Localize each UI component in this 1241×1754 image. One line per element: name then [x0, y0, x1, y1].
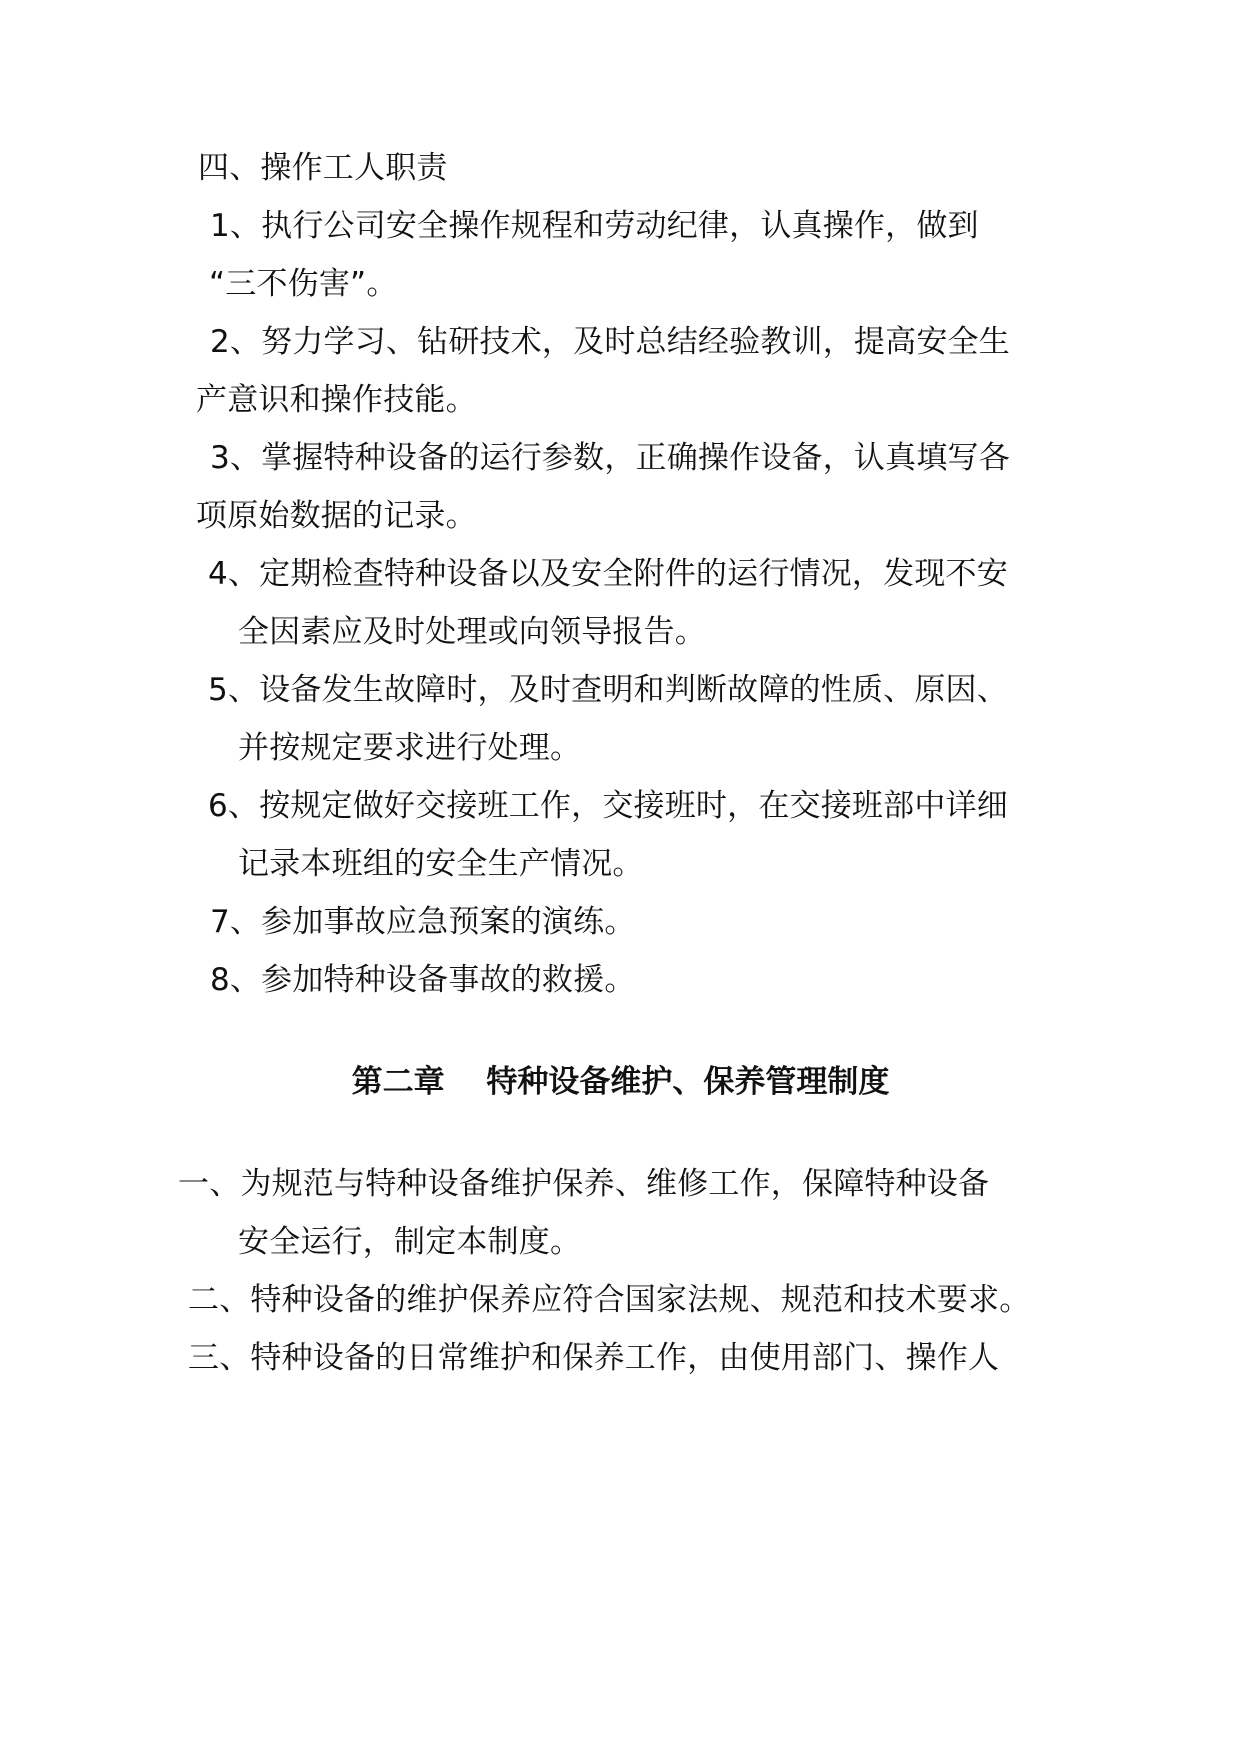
item-2-line-2: 产意识和操作技能。 — [196, 382, 477, 418]
paragraph-1-line-1: 一、为规范与特种设备维护保养、维修工作，保障特种设备 — [178, 1166, 990, 1202]
chapter-heading: 第二章 特种设备维护、保养管理制度 — [351, 1064, 890, 1100]
paragraph-1-line-2: 安全运行，制定本制度。 — [238, 1224, 582, 1260]
item-3-line-1: 3、掌握特种设备的运行参数，正确操作设备，认真填写各 — [210, 440, 1010, 476]
item-5-line-1: 5、设备发生故障时，及时查明和判断故障的性质、原因、 — [208, 672, 1008, 708]
item-5-line-2: 并按规定要求进行处理。 — [238, 730, 582, 766]
item-1-line-2: “三不伤害”。 — [209, 266, 398, 302]
paragraph-3: 三、特种设备的日常维护和保养工作，由使用部门、操作人 — [188, 1340, 1000, 1376]
item-2-line-1: 2、努力学习、钻研技术，及时总结经验教训，提高安全生 — [210, 324, 1010, 360]
item-4-line-2: 全因素应及时处理或向领导报告。 — [238, 614, 706, 650]
item-3-line-2: 项原始数据的记录。 — [196, 498, 477, 534]
item-6-line-1: 6、按规定做好交接班工作，交接班时，在交接班部中详细 — [208, 788, 1008, 824]
item-1-line-1: 1、执行公司安全操作规程和劳动纪律，认真操作，做到 — [210, 208, 979, 244]
item-6-line-2: 记录本班组的安全生产情况。 — [238, 846, 644, 882]
section-title: 四、操作工人职责 — [198, 150, 448, 186]
item-4-line-1: 4、定期检查特种设备以及安全附件的运行情况，发现不安 — [208, 556, 1008, 592]
item-7: 7、参加事故应急预案的演练。 — [210, 904, 636, 940]
paragraph-2: 二、特种设备的维护保养应符合国家法规、规范和技术要求。 — [188, 1282, 1031, 1318]
item-8: 8、参加特种设备事故的救援。 — [210, 962, 636, 998]
